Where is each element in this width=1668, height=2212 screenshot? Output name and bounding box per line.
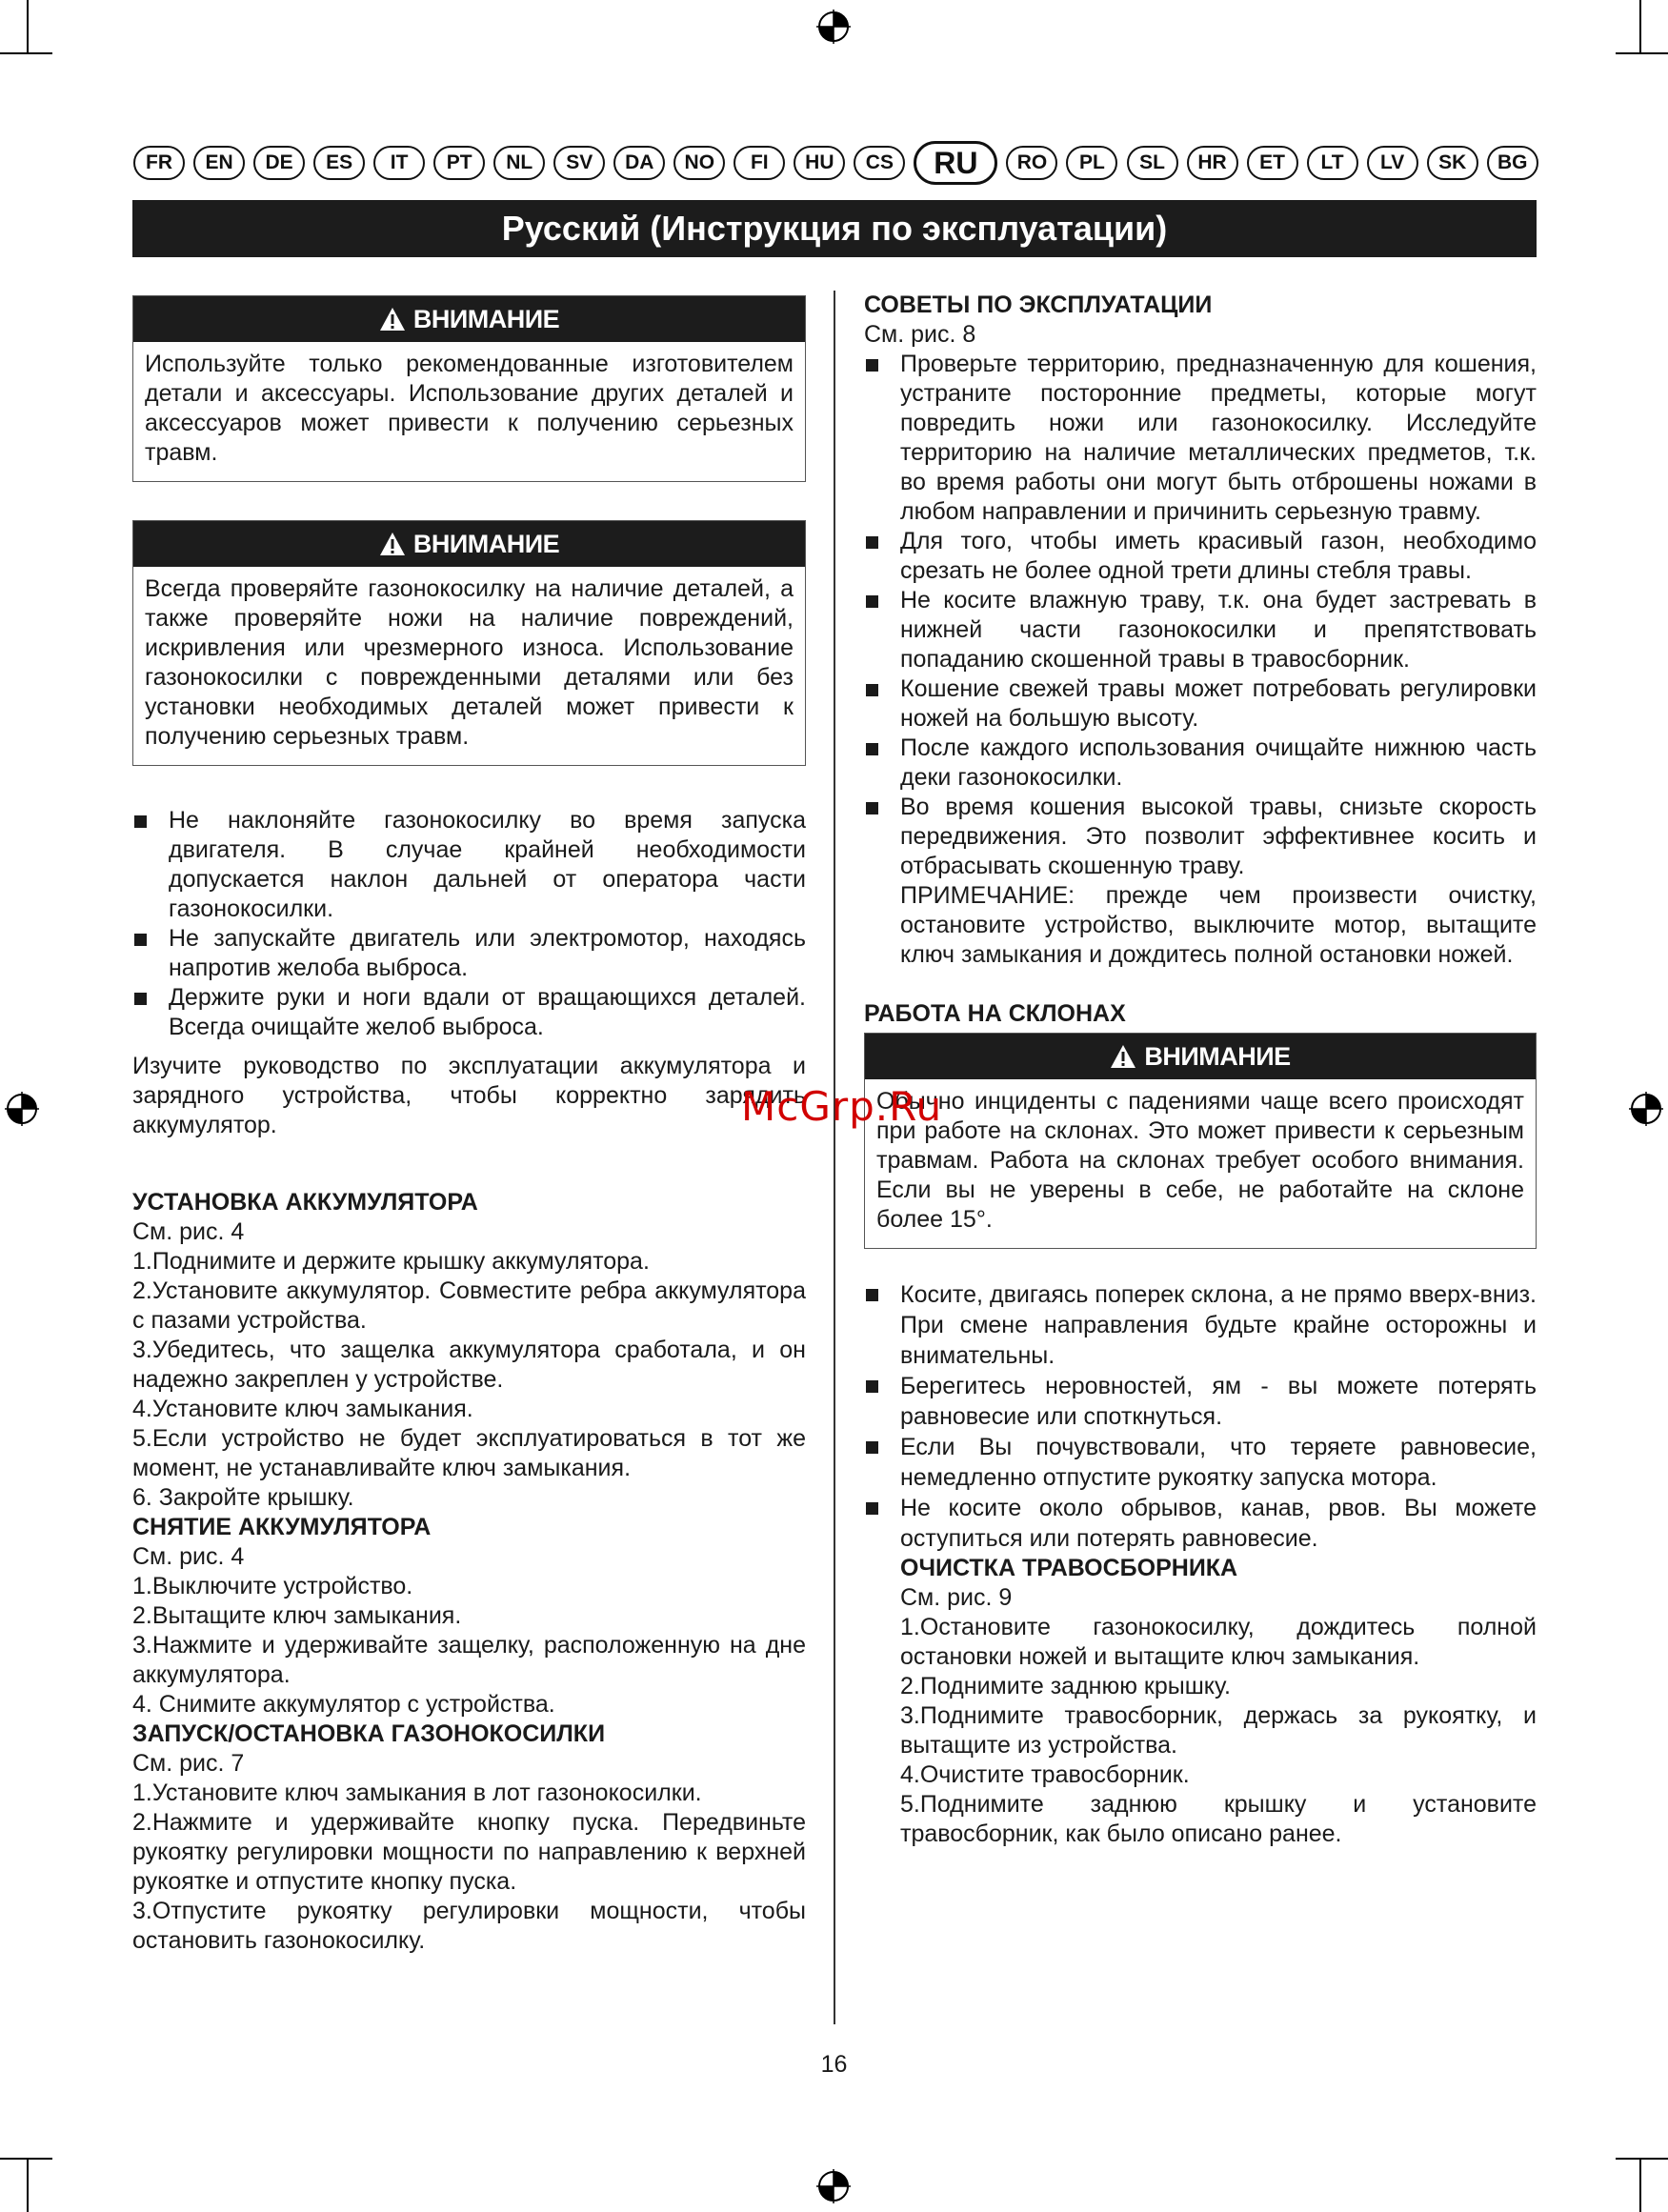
bullet-square-icon xyxy=(866,802,878,814)
lang-es[interactable]: ES xyxy=(313,146,365,180)
bullet-square-icon xyxy=(866,1289,878,1301)
registration-mark-icon xyxy=(1629,1092,1663,1126)
step: 2.Поднимите заднюю крышку. xyxy=(900,1673,1231,1699)
remove-steps xyxy=(132,1542,806,1719)
lang-sk[interactable]: SK xyxy=(1427,146,1478,180)
lang-no[interactable]: NO xyxy=(673,146,725,180)
lang-fi[interactable]: FI xyxy=(734,146,785,180)
list-item: Проверьте территорию, предназначенную для кошения, устраните посторонние предметы, которые могут повредить ножи или газонокосилку. Исследуйте территорию на наличие металлических предметов, т.к. во время работы они могут быть отброшены ножами в любом направлении и причинить серьезную травму. xyxy=(864,350,1537,527)
crop-mark xyxy=(0,52,52,54)
step: 3.Убедитесь, что защелка аккумулятора сработала, и он надежно закреплен у устройстве. xyxy=(132,1337,806,1393)
lang-pl[interactable]: PL xyxy=(1066,146,1117,180)
bullet-square-icon xyxy=(866,1380,878,1393)
crop-mark xyxy=(0,2158,52,2160)
startstop-steps xyxy=(132,1749,806,1956)
list-item: Не запускайте двигатель или электромотор, находясь напротив желоба выброса. xyxy=(132,924,806,983)
list-item: Держите руки и ноги вдали от вращающихся деталей. Всегда очищайте желоб выброса. xyxy=(132,983,806,1042)
step: 4. Снимите аккумулятор с устройства. xyxy=(132,1691,555,1718)
crop-mark xyxy=(1616,52,1668,54)
section-heading: СНЯТИЕ АККУМУЛЯТОРА xyxy=(132,1514,432,1540)
bullet-square-icon xyxy=(866,595,878,608)
warning-box xyxy=(132,295,806,482)
section-heading: ЗАПУСК/ОСТАНОВКА ГАЗОНОКОСИЛКИ xyxy=(132,1720,606,1747)
list-item: Кошение свежей травы может потребовать регулировки ножей на большую высоту. xyxy=(864,674,1537,734)
warning-text: Обычно инциденты с падениями чаще всего происходят при работе на склонах. Это может привести к серьезным травмам. Работа на склонах требует особого внимания. Если вы не уверены в себе, не работайте на склоне более 15°. xyxy=(876,1088,1524,1233)
step: 5.Поднимите заднюю крышку и установите травосборник, как было описано ранее. xyxy=(900,1791,1537,1847)
warning-triangle-icon xyxy=(379,532,406,556)
list-item: Не наклоняйте газонокосилку во время запуска двигателя. В случае крайней необходимости допускается наклон дальней от оператора части газонокосилки. xyxy=(132,806,806,924)
right-column xyxy=(864,291,1537,1849)
warning-header xyxy=(133,521,805,567)
lang-bg[interactable]: BG xyxy=(1487,146,1538,180)
figure-ref: См. рис. 4 xyxy=(132,1543,245,1570)
lang-de[interactable]: DE xyxy=(253,146,305,180)
warning-label: ВНИМАНИЕ xyxy=(412,304,560,333)
lang-hu[interactable]: HU xyxy=(794,146,845,180)
grassbag-steps xyxy=(900,1583,1537,1849)
left-column xyxy=(132,295,806,1956)
list-item: Не косите около обрывов, канав, рвов. Вы можете оступиться или потерять равновесие. xyxy=(864,1493,1537,1554)
note-text: ПРИМЕЧАНИЕ: прежде чем произвести очистку, остановите устройство, выключите мотор, вытащите ключ замыкания и дождитесь полной остановки ножей. xyxy=(900,882,1537,968)
battery-intro: Изучите руководство по эксплуатации аккумулятора и зарядного устройства, чтобы корректно зарядить аккумулятор. xyxy=(132,1053,806,1138)
lang-da[interactable]: DA xyxy=(613,146,665,180)
step: 2.Установите аккумулятор. Совместите ребра аккумулятора с пазами устройства. xyxy=(132,1277,806,1334)
bullet-square-icon xyxy=(134,993,147,1005)
crop-mark xyxy=(1616,2158,1668,2160)
warning-box xyxy=(132,520,806,766)
warning-header xyxy=(133,296,805,342)
step: 4.Установите ключ замыкания. xyxy=(132,1396,473,1422)
step: 1.Установите ключ замыкания в лот газонокосилки. xyxy=(132,1780,702,1806)
warning-label: ВНИМАНИЕ xyxy=(1144,1041,1291,1071)
lang-hr[interactable]: HR xyxy=(1187,146,1238,180)
install-steps xyxy=(132,1217,806,1513)
lang-lv[interactable]: LV xyxy=(1367,146,1418,180)
list-item: Если Вы почувствовали, что теряете равновесие, немедленно отпустите рукоятку запуска мотора. xyxy=(864,1432,1537,1493)
section-heading: ОЧИСТКА ТРАВОСБОРНИКА xyxy=(900,1555,1238,1581)
warning-label: ВНИМАНИЕ xyxy=(412,529,560,558)
column-divider xyxy=(834,291,835,2024)
bullet-square-icon xyxy=(866,684,878,696)
step: 3.Отпустите рукоятку регулировки мощности, чтобы остановить газонокосилку. xyxy=(132,1898,806,1954)
warning-text: Всегда проверяйте газонокосилку на наличие деталей, а также проверяйте ножи на наличие повреждений, искривления или чрезмерного износа. Использование газонокосилки с поврежденными деталями или без установки необходимых деталей может привести к получению серьезных травм. xyxy=(145,575,794,750)
crop-mark xyxy=(27,0,29,52)
bullet-square-icon xyxy=(866,359,878,372)
step: 6. Закройте крышку. xyxy=(132,1484,354,1511)
bullet-square-icon xyxy=(866,1502,878,1515)
page-title: Русский (Инструкция по эксплуатации) xyxy=(132,200,1537,257)
step: 2.Нажмите и удерживайте кнопку пуска. Передвиньте рукоятку регулировки мощности по направлению к верхней рукоятке и отпустите кнопку пуска. xyxy=(132,1809,806,1895)
section-heading: УСТАНОВКА АККУМУЛЯТОРА xyxy=(132,1189,478,1216)
bullet-square-icon xyxy=(866,1441,878,1454)
list-item: Косите, двигаясь поперек склона, а не прямо вверх-вниз. При смене направления будьте крайне осторожны и внимательны. xyxy=(864,1279,1537,1371)
warning-triangle-icon xyxy=(379,307,406,332)
crop-mark xyxy=(1639,0,1641,52)
step: 3.Поднимите травосборник, держась за рукоятку, и вытащите из устройства. xyxy=(900,1702,1537,1759)
figure-ref: См. рис. 4 xyxy=(132,1218,245,1245)
list-item: Не косите влажную траву, т.к. она будет застревать в нижней части газонокосилки и препятствовать попаданию скошенной травы в травосборник. xyxy=(864,586,1537,674)
lang-pt[interactable]: PT xyxy=(433,146,485,180)
slopes-bullet-list xyxy=(864,1279,1537,1554)
lang-en[interactable]: EN xyxy=(193,146,245,180)
step: 1.Поднимите и держите крышку аккумулятора. xyxy=(132,1248,650,1275)
lang-ru-active[interactable]: RU xyxy=(914,141,997,185)
watermark: McGrp.Ru xyxy=(741,1083,943,1130)
lang-et[interactable]: ET xyxy=(1247,146,1298,180)
step: 4.Очистите травосборник. xyxy=(900,1761,1190,1788)
list-item: Берегитесь неровностей, ям - вы можете потерять равновесие или споткнуться. xyxy=(864,1371,1537,1432)
lang-ro[interactable]: RO xyxy=(1006,146,1057,180)
bullet-square-icon xyxy=(866,536,878,549)
lang-it[interactable]: IT xyxy=(373,146,425,180)
warning-box xyxy=(864,1033,1537,1249)
registration-mark-icon xyxy=(5,1092,39,1126)
warning-header xyxy=(865,1034,1536,1079)
step: 1.Остановите газонокосилку, дождитесь полной остановки ножей и вытащите ключ замыкания. xyxy=(900,1614,1537,1670)
crop-mark xyxy=(27,2160,29,2212)
list-item: Во время кошения высокой травы, снизьте скорость передвижения. Это позволит эффективнее косить и отбрасывать скошенную траву. xyxy=(864,793,1537,881)
page-number: 16 xyxy=(820,2051,848,2078)
step: 5.Если устройство не будет эксплуатироваться в тот же момент, не устанавливайте ключ замыкания. xyxy=(132,1425,806,1481)
step: 3.Нажмите и удерживайте защелку, расположенную на дне аккумулятора. xyxy=(132,1632,806,1688)
bullet-square-icon xyxy=(134,815,147,828)
grassbag-section xyxy=(864,1554,1537,1849)
lang-sl[interactable]: SL xyxy=(1127,146,1178,180)
registration-mark-icon xyxy=(816,10,851,44)
section-heading: РАБОТА НА СКЛОНАХ xyxy=(864,1000,1126,1027)
step: 2.Вытащите ключ замыкания. xyxy=(132,1602,462,1629)
figure-ref: См. рис. 7 xyxy=(132,1750,245,1777)
lang-fr[interactable]: FR xyxy=(133,146,185,180)
bullet-square-icon xyxy=(866,743,878,755)
language-bar xyxy=(133,143,1538,183)
warning-text: Используйте только рекомендованные изготовителем детали и аксессуары. Использование других деталей и аксессуаров может привести к получению серьезных травм. xyxy=(145,351,794,466)
safety-bullet-list xyxy=(132,806,806,1042)
list-item: После каждого использования очищайте нижнюю часть деки газонокосилки. xyxy=(864,734,1537,793)
figure-ref: См. рис. 8 xyxy=(864,321,976,348)
warning-triangle-icon xyxy=(1110,1044,1136,1069)
bullet-square-icon xyxy=(134,934,147,946)
crop-mark xyxy=(1639,2160,1641,2212)
list-item: Для того, чтобы иметь красивый газон, необходимо срезать не более одной трети длины стебля травы. xyxy=(864,527,1537,586)
lang-nl[interactable]: NL xyxy=(493,146,545,180)
lang-sv[interactable]: SV xyxy=(553,146,605,180)
step: 1.Выключите устройство. xyxy=(132,1573,413,1599)
figure-ref: См. рис. 9 xyxy=(900,1584,1013,1611)
registration-mark-icon xyxy=(816,2169,851,2203)
section-heading: СОВЕТЫ ПО ЭКСПЛУАТАЦИИ xyxy=(864,292,1213,318)
lang-lt[interactable]: LT xyxy=(1307,146,1358,180)
lang-cs[interactable]: CS xyxy=(854,146,905,180)
tips-bullet-list xyxy=(864,350,1537,881)
